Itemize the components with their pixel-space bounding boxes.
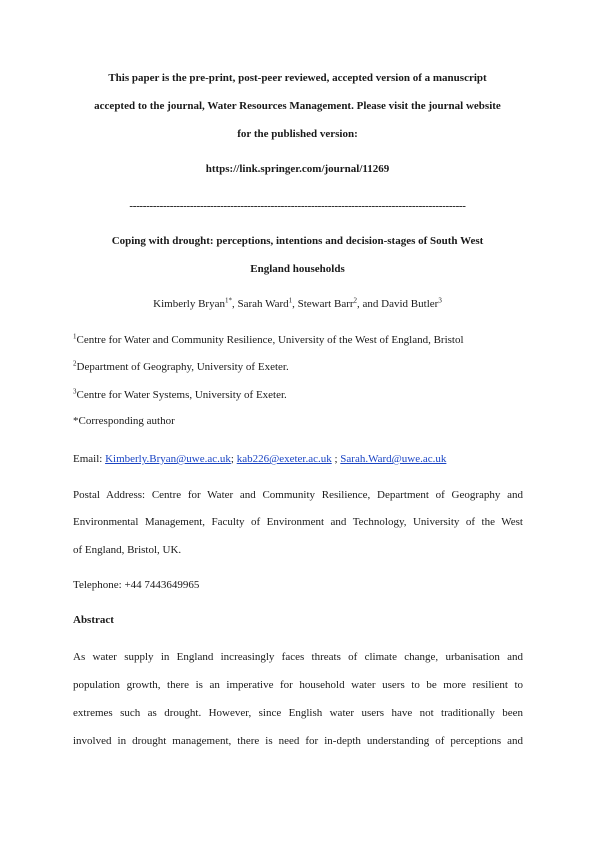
email-separator: ; [331, 453, 341, 465]
paper-title-line-1: Coping with drought: perceptions, intentions and decision-stages of South West [111, 235, 484, 247]
abstract-line-3: extremes such as drought. However, since English water users have not traditionally been [73, 707, 523, 719]
author-3-affiliation: 2 [353, 296, 358, 305]
telephone: Telephone: +44 7443649965 [73, 579, 200, 591]
email-link-bryan-uwe[interactable]: Kimberly.Bryan@uwe.ac.uk [105, 453, 231, 465]
corresponding-author-note: *Corresponding author [73, 415, 175, 427]
email-line [73, 452, 446, 466]
affiliation-text: Centre for Water and Community Resilience, University of the West of England, Bristol [76, 334, 464, 346]
author-2-affiliation: 1 [288, 296, 293, 305]
paper-title-line-2: England households [250, 263, 345, 275]
author-4-affiliation: 3 [438, 296, 442, 305]
author-separator: , [231, 298, 238, 310]
author-4: David Butler [381, 298, 439, 310]
affiliation-number: 3 [73, 387, 77, 396]
email-link-bryan-exeter[interactable]: kab226@exeter.ac.uk [236, 453, 332, 465]
email-separator: ; [230, 453, 237, 465]
affiliation-text: Department of Geography, University of Exeter. [76, 361, 289, 373]
email-label: Email: [73, 453, 106, 465]
postal-address-line-2: Environmental Management, Faculty of Environment and Technology, University of the West [73, 516, 523, 528]
author-separator: , [292, 298, 298, 310]
author-2: Sarah Ward [237, 298, 289, 310]
affiliation-text: Centre for Water Systems, University of Exeter. [76, 389, 287, 401]
divider-line: ---------------------------------------------------------------------------------------------------- [129, 200, 466, 212]
notice-line-3: for the published version: [237, 128, 358, 140]
abstract-line-1: As water supply in England increasingly faces threats of climate change, urbanisation and [73, 651, 523, 663]
affiliation-1 [73, 333, 464, 347]
author-3: Stewart Barr [297, 298, 354, 310]
abstract-line-2: population growth, there is an imperative for household water users to be more resilient to [73, 679, 523, 691]
journal-url[interactable]: https://link.springer.com/journal/11269 [205, 163, 390, 175]
affiliation-3 [73, 388, 287, 402]
author-1: Kimberly Bryan [153, 298, 225, 310]
author-1-affiliation: 1* [224, 296, 232, 305]
notice-line-2: accepted to the journal, Water Resources Management. Please visit the journal website [94, 100, 501, 112]
affiliation-number: 2 [73, 359, 77, 368]
abstract-line-4: involved in drought management, there is need for in-depth understanding of perceptions and [73, 735, 523, 747]
affiliation-2 [73, 360, 289, 374]
postal-address-line-3: of England, Bristol, UK. [73, 544, 182, 556]
email-link-ward-uwe[interactable]: Sarah.Ward@uwe.ac.uk [340, 453, 447, 465]
abstract-heading: Abstract [73, 614, 114, 626]
affiliation-number: 1 [73, 332, 77, 341]
author-list [0, 297, 595, 311]
author-separator: , and [357, 298, 382, 310]
postal-address-line-1: Postal Address: Centre for Water and Community Resilience, Department of Geography and [73, 489, 523, 501]
notice-line-1: This paper is the pre-print, post-peer reviewed, accepted version of a manuscript [108, 72, 487, 84]
